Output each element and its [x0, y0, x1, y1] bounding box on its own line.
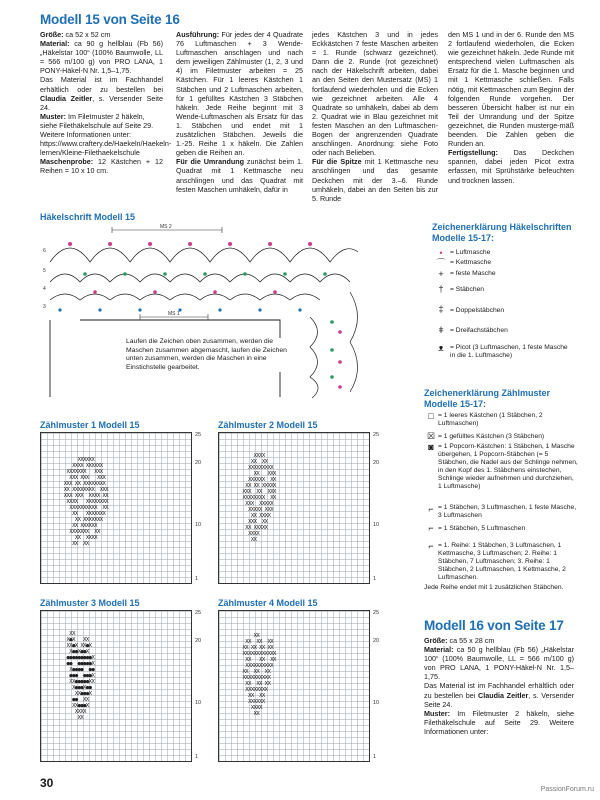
axis-label: 20 — [195, 638, 202, 644]
ms1-label: MS 1 — [168, 311, 180, 317]
legend-item: = 1 gefülltes Kästchen (3 Stäbchen) — [438, 433, 545, 440]
legend-item: = 1 Stäbchen, 5 Luftmaschen — [438, 525, 526, 532]
axis-label: 25 — [195, 432, 202, 438]
chart3-pattern: XX X●X XX XX●X XX●X X●●X●●X ●●●●●●●●●X ●● ●●●●●X X●●●● ●● ●●● ●●●X XX●●●●●XX X●●●X●● XX●●●X ●● XX XX●●●X XXXX XX — [66, 630, 95, 721]
axis-label: 1 — [195, 576, 199, 582]
dealer-name: Claudia Zeitler — [40, 93, 93, 103]
model16-column — [424, 636, 574, 736]
axis-label: 1 — [373, 576, 377, 582]
watermark: PassionForum.ru — [540, 786, 594, 793]
page-number: 30 — [40, 776, 54, 790]
axis-label: 25 — [373, 610, 380, 616]
bar-box-icon: ⌐ — [428, 523, 434, 533]
chain-stitch-icon: • — [439, 248, 443, 258]
legend1-title: Zeichenerklärung Häkelschriften Modelle 15-17: — [432, 222, 572, 243]
dealer-name: Claudia Zeitler — [478, 690, 529, 700]
chart2-title: Zählmuster 2 Modell 15 — [218, 420, 318, 430]
round-number: 4 — [43, 286, 46, 292]
chart4-pattern: XX XX XX XX XX XX XX XX XXXXXXXXXXXX XX XX XX XXXXXXXXXX XX XX XX XXXXXXXXXX XX XX XX XXXXXXXX XX XX XXXXXX XXXX XX — [242, 632, 276, 717]
axis-label: 10 — [373, 700, 380, 706]
picot-icon: ᴥ — [438, 343, 444, 353]
axis-label: 20 — [373, 460, 380, 466]
material-value: ca 50 g hellblau (Fb 56) „Häkelstar 100“ (100% Baumwolle, LL = 566 m/100 g) von PRO LANA, 1 PONY-Häkel-N Nr. 1,5–1,75. — [424, 645, 574, 682]
legend-item: = feste Masche — [450, 270, 496, 277]
round-number: 5 — [43, 268, 46, 274]
lace-box-icon: ⌐ — [428, 504, 434, 514]
axis-label: 10 — [373, 522, 380, 528]
chart2-grid — [218, 432, 370, 584]
dealer-text: Das Material ist im Fachhandel erhältlich oder zu bestellen bei — [424, 681, 574, 700]
axis-label: 1 — [373, 754, 377, 760]
axis-label: 20 — [195, 460, 202, 466]
axis-label: 1 — [195, 754, 199, 760]
slip-stitch-icon: ⌒ — [436, 258, 446, 268]
model15-title: Modell 15 von Seite 16 — [40, 12, 180, 27]
legend-item: = Stäbchen — [450, 286, 485, 293]
gauge-value: 12 Kästchen + 12 Reihen = 10 x 10 cm. — [40, 157, 163, 176]
material-value: ca 90 g hellblau (Fb 56) „Häkelstar 100“ (100% Baumwolle, LL = 566 m/100 g) von PRO LANA, 1 PONY-Häkel-N Nr. 1,5–1,75. — [40, 39, 163, 76]
round-number: 3 — [43, 304, 46, 310]
size-label: Größe: — [424, 636, 448, 645]
diagram-note: Laufen die Zeichen oben zusammen, werden die Maschen zusammen abgemascht, laufen die Zeichen unten zusammen, werden die Maschen in eine Einstichstelle gearbeitet. — [126, 338, 296, 372]
double-treble-icon: ǂ — [438, 325, 444, 335]
ms2-label: MS 2 — [160, 224, 172, 230]
size-value: ca 55 x 28 cm — [447, 636, 495, 645]
side-arches — [310, 317, 318, 398]
model15-column-2 — [176, 30, 303, 194]
single-crochet-icon: + — [438, 269, 444, 279]
chart4-title: Zählmuster 4 Modell 15 — [218, 598, 318, 608]
chart4-grid — [218, 610, 370, 762]
chart1-pattern: XXXXXX XXXX XXXXXX XXXXXXX XXX XXX XXX XXX XXX XX XXXXXXXX XX XXXXXXXX XXX XXX XXX XXXX XX XXXX XXXXXXXX XXXXXXXXXX XX XX XXXXXXX XX XXXXXXX XX XXXXXX XXXXXXX XX XX XXXX XX XX — [63, 456, 109, 547]
pattern-value: Im Filetmuster 2 häkeln, siehe Filethäkelschule auf Seite 29. Weitere Informationen unter: https://www.craftery.de/Haekeln/Haekeln-lernen/Kleine-Filethaekelschule — [40, 111, 172, 158]
chart3-title: Zählmuster 3 Modell 15 — [40, 598, 140, 608]
pattern-value: Im Filetmuster 2 häkeln, siehe Filethäkelschule auf Seite 29. Weitere Informationen unter: — [424, 708, 574, 736]
legend-item: = 1 Popcorn-Kästchen: 1 Stäbchen, 1 Masche übergehen, 1 Popcorn-Stäbchen (= 5 Stäbchen, die Nadel aus der Schlinge nehmen, in den Kopf des 1. Stäbchens einstechen, Schlinge wieder aufnehmen und durchziehen, 1 Luftmasche) — [438, 443, 578, 490]
empty-box-icon: □ — [428, 411, 434, 421]
border-label: Für die Umrandung — [176, 157, 245, 167]
rounds-text: jedes Kästchen 3 und in jedes Eckkästchen 7 feste Maschen arbeiten = 1. Runde (schwarz gezeichnet). Dann die 2. Runde (rot gezeichnet) nach der Häkelschrift arbeiten, dabei an den Seiten den Mustersatz (MS) 1 fortlaufend wiederholen und die Ecken wie gezeichnet arbeiten. Alle 4 Quadrate so umhäkeln, dabei ab dem 2. Quadrat wie in Blau gezeichnet mit festen Maschen an den Luftmaschen-Bogen der angrenzenden Quadrate anschlingen. Anordnung: siehe Foto oder nach Belieben. — [312, 30, 438, 158]
double-crochet-icon: † — [438, 284, 444, 294]
round-number: 6 — [43, 248, 46, 254]
legend-item: = 1 leeres Kästchen (1 Stäbchen, 2 Luftmaschen) — [438, 412, 543, 427]
model15-column-3 — [312, 30, 438, 203]
dealer-text: Das Material ist im Fachhandel erhältlich oder zu bestellen bei — [40, 75, 163, 94]
lace-text: mit 1 Kettmasche neu anschlingen und das gesamte Deckchen mit der 3.–6. Runde umhäkeln, dabei an den Seiten bis zur 5. Runde — [312, 157, 438, 203]
material-label: Material: — [40, 39, 70, 49]
finishing-text: Das Deckchen spannen, dabei jeden Picot extra erfassen, mit Sprühstärke befeuchten und trocknen lassen. — [448, 148, 574, 185]
size-label: Größe: — [40, 30, 64, 39]
dealer-suffix: , s. Versender Seite 24. — [40, 93, 163, 112]
axis-label: 25 — [373, 432, 380, 438]
filled-box-icon: ☒ — [426, 431, 436, 441]
axis-label: 20 — [373, 638, 380, 644]
execution-text: Für jedes der 4 Quadrate 76 Luftmaschen + 3 Wende-Luftmaschen anschlagen und nach dem jeweiligen Zählmuster (1, 2, 3 und 4) im Filetmuster arbeiten = 25 Kästchen. Für 1 leeres Kästchen 1 Stäbchen und 2 Luftmaschen arbeiten, für 1 gefülltes Kästchen 3 Stäbchen häkeln. Jede Reihe beginnt mit 3 Wende-Luftmaschen als Ersatz für das 1. Stäbchen und endet mit 1 zusätzlichen Stäbchen. Jeweils die 1.-25. Reihe 1 x häkeln. Die Zahlen geben die Reihen an. — [176, 30, 303, 158]
material-label: Material: — [424, 645, 454, 655]
legend2-title: Zeichenerklärung Zählmuster Modelle 15-17: — [424, 388, 551, 409]
chart3-grid — [40, 610, 192, 762]
pattern-label: Muster: — [40, 111, 66, 121]
size-value: ca 52 x 52 cm — [63, 30, 111, 39]
dealer-suffix: , s. Versender Seite 24. — [424, 690, 574, 709]
legend-footer: Jede Reihe endet mit 1 zusätzlichen Stäbchen. — [424, 584, 564, 591]
model16-title: Modell 16 von Seite 17 — [424, 618, 564, 633]
axis-label: 10 — [195, 700, 202, 706]
popcorn-box-icon: ◙ — [428, 442, 434, 452]
chart1-title: Zählmuster 1 Modell 15 — [40, 420, 140, 430]
model15-column-4 — [448, 30, 574, 185]
gauge-label: Maschenprobe: — [40, 157, 94, 167]
legend-item: = 1. Reihe: 1 Stäbchen, 3 Luftmaschen, 1 Kettmasche, 3 Luftmaschen; 2. Reihe: 1 Stäbchen, 7 Luftmaschen; 3. Reihe: 1 Stäbchen, 2 Luftmaschen, 1 Kettmasche, 2 Luftmaschen. — [438, 542, 566, 581]
model15-column-1 — [40, 30, 172, 176]
crochet-diagram — [40, 222, 370, 400]
chart1-grid — [40, 432, 192, 584]
legend-item: = Kettmasche — [450, 259, 492, 266]
finishing-label: Fertigstellung: — [448, 148, 498, 158]
legend-item: = Doppelstäbchen — [450, 307, 505, 314]
border-text: zunächst beim 1. Quadrat mit 1 Kettmasche neu anschlingen und das Quadrat mit festen Maschen umhäkeln, dafür in — [176, 157, 303, 194]
treble-crochet-icon: ‡ — [438, 304, 444, 314]
lace-label: Für die Spitze — [312, 157, 362, 167]
pattern-label: Muster: — [424, 708, 450, 718]
legend-item: = Picot (3 Luftmaschen, 1 feste Masche in die 1. Luftmasche) — [450, 344, 568, 359]
execution-label: Ausführung: — [176, 30, 220, 39]
lacet-box-icon: ⌐ — [428, 541, 434, 551]
axis-label: 25 — [195, 610, 202, 616]
side-arches — [350, 292, 358, 392]
haekelschrift-title: Häkelschrift Modell 15 — [40, 212, 136, 222]
legend-item: = 1 Stäbchen, 3 Luftmaschen, 1 feste Masche, 3 Luftmaschen — [438, 504, 577, 519]
axis-label: 10 — [195, 522, 202, 528]
legend-item: = Dreifachstäbchen — [450, 327, 508, 334]
chart2-pattern: XXXX XX XX XXXXXXXXX XX XXX XXXXXX XX XX XX XXXXX XXX XX XXX XXXXXXXX XX XXX XXXXX XXXXX XXX XX XXXX XXX XX XX XXXXX XXXX XX — [242, 452, 276, 543]
legend-item: = Luftmasche — [450, 249, 491, 256]
repeat-text: den MS 1 und in der 6. Runde den MS 2 fortlaufend wiederholen, die Ecken wie gezeichnet häkeln. Jede Runde mit entsprechend vielen Luftmaschen als Ersatz für die 1. Masche beginnen und mit 1 Kettmasche schließen. Falls nötig, mit Kettmaschen zum Beginn der folgenden Runde vorgehen. Der besseren Übersicht halber ist nur ein Teil der Umrandung und der Spitze gezeichnet, die Runden musterge-mäß beenden. Die Zahlen geben die Runden an. — [448, 30, 574, 149]
